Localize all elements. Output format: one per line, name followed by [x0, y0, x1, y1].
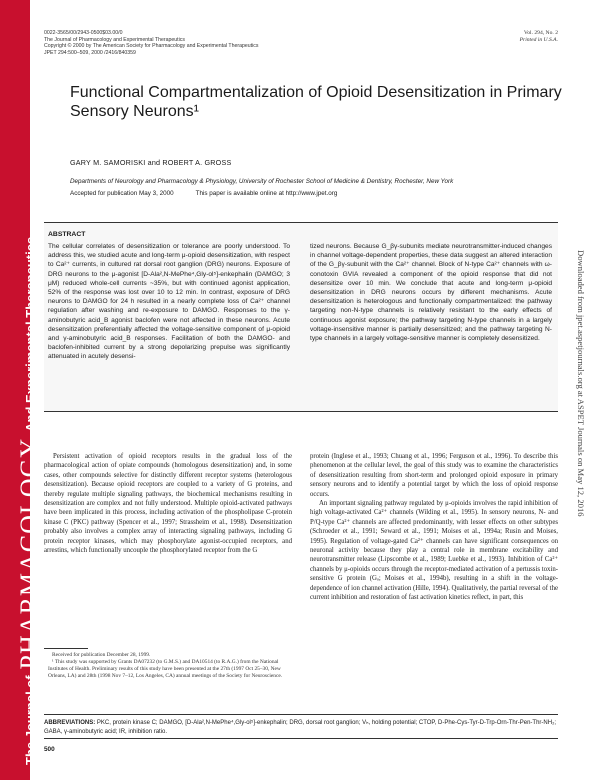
page-number: 500: [44, 746, 55, 753]
printed-info: Printed in U.S.A.: [519, 36, 558, 43]
header-line: The Journal of Pharmacology and Experimental Therapeutics: [44, 36, 185, 43]
header-volume: [520, 30, 558, 43]
body-right-column: [310, 452, 558, 603]
abbreviations: [44, 719, 558, 736]
body-paragraph: Persistent activation of opioid receptors results in the gradual loss of the pharmacological action of opiate compounds (homologous desensitization) and, in some cases, other compounds selective for distinctly different receptor systems (heterologous desensitization). Because opioid receptors are coupled to a variety of G proteins, and thereby regulate multiple signaling pathways, the biochemical mechanisms resulting in desensitization are complex and not fully understood. Multiple opioid-activated pathways have been implicated in this process, including activation of the phospholipase C-protein kinase C (PKC) pathway (Spencer et al., 1997; Strassheim et al., 1998). Desensitization probably also involves a complex array of interacting signaling pathways, including G protein receptor kinases, which may phosphorylate agonist-occupied receptors, and arrestins, which functionally uncouple the phosphorylated receptor from the G: [44, 453, 292, 555]
received-date: Received for publication December 28, 1999.: [52, 652, 151, 658]
header-line: 0022-3565/00/2943-0500$03.00/0: [44, 30, 123, 36]
download-watermark: Downloaded from jpet.aspetjournals.org at ASPET Journals on May 12, 2016: [576, 250, 586, 517]
header-line: JPET 294:500–509, 2000 /2416/840359: [44, 49, 136, 56]
header-metadata: [44, 30, 258, 56]
abbreviations-divider: [44, 714, 558, 715]
abstract-left-column: The cellular correlates of desensitization or tolerance are poorly understood. To address this, we studied acute and long-term μ-opioid desensitization, with respect to Ca²⁺ currents, in cultured rat dorsal root ganglion (DRG) neurons. Exposure of DRG neurons to the μ-agonist [D-Ala²,N-MePhe⁴,Gly-ol⁵]-enkephalin (DAMGO; 3 μM) reduced whole-cell currents ~35%, but with continued agonist application, 52% of the response was lost over 10 to 12 min. In contrast, exposure of DRG neurons to DAMGO for 24 h resulted in a nearly complete loss of Ca²⁺ channel regulation after washing and re-exposure to DAMGO. Responses to the γ-aminobutyric acid_B agonist baclofen were not affected in these neurons. Acute desensitization preferentially affected the voltage-sensitive component of μ-opioid and γ-aminobutyric acid_B responses. Facilitation of both the DAMGO- and baclofen-inhibited current by a strong depolarizing prepulse was significantly attenuated in acutely desensi-: [48, 243, 290, 361]
publication-info: [70, 190, 337, 197]
journal-sidebar: [0, 0, 44, 780]
sidebar-suffix: And Experimental Therapeutics: [22, 236, 38, 432]
abstract-right-column: tized neurons. Because G_βγ-subunits mediate neurotransmitter-induced changes in channel voltage-dependent properties, these data suggest an altered interaction of the G_βγ-subunit with the Ca²⁺ channel. Block of N-type Ca²⁺ channels with ω-conotoxin GVIA revealed a component of the opioid response that did not desensitize over 10 min. We conclude that acute and long-term μ-opioid desensitization in DRG neurons occurs by different mechanisms. Acute desensitization is heterologous and functionally compartmentalized: the pathway targeting non-N-type channels is relatively resistant to the early effects of continuous agonist exposure; the pathway targeting N-type channels in a largely voltage-insensitive manner is partially desensitized; and the pathway targeting N-type channels in a largely voltage-sensitive manner is completely desensitized.: [310, 243, 552, 343]
body-paragraph: An important signaling pathway regulated by μ-opioids involves the rapid inhibition of high voltage-activated Ca²⁺ channels (Wilding et al., 1995). In sensory neurons, N- and P/Q-type Ca²⁺ channels are affected predominantly, with lesser effects on other subtypes (Schroeder et al., 1991; Seward et al., 1991; Moises et al., 1994a; Rusin and Moises, 1995). Regulation of voltage-gated Ca²⁺ channels can have significant consequences on neuronal activity because they play a central role in membrane excitability and neurotransmitter release (Lipscombe et al., 1989; Luebke et al., 1993). Inhibition of Ca²⁺ channels by μ-opioids occurs through the receptor-mediated activation of a pertussis toxin-sensitive G protein (Gₒ; Moises et al., 1994b), resulting in a shift in the voltage-dependence of ion channel activation (Hille, 1994). Qualitatively, the partial reversal of the current inhibition and restoration of fast activation kinetics reflect, in part, this: [310, 500, 558, 602]
footnote-divider: [44, 648, 88, 649]
accepted-date: Accepted for publication May 3, 2000: [70, 190, 174, 197]
abbreviations-divider-bottom: [44, 738, 558, 739]
header-line: Copyright © 2000 by The American Society for Pharmacology and Experimental Therapeutics: [44, 43, 259, 50]
footnotes: [48, 652, 288, 680]
funding-footnote: ¹ This study was supported by Grants DA07232 (to G.M.S.) and DA10514 (to R.A.G.) from the National Institutes of Health. Preliminary results of this study have been presented at the 27th (1997 Oct 25–30, New Orleans, LA) and 28th (1998 Nov 7–12, Los Angeles, CA) annual meetings of the Society for Neuroscience.: [48, 659, 283, 679]
abstract-heading: ABSTRACT: [48, 231, 86, 238]
article-affiliation: Departments of Neurology and Pharmacology & Physiology, University of Rochester School of Medicine & Dentistry, Rochester, New York: [70, 178, 454, 185]
sidebar-journal-name: [15, 5, 45, 765]
abstract-section: [44, 222, 558, 412]
abbreviations-text: PKC, protein kinase C; DAMGO, [D-Ala²,N-MePhe⁴,Gly-ol⁵]-enkephalin; DRG, dorsal root ganglion; Vₕ, holding potential; CTOP, D-Phe-Cys-Tyr-D-Trp-Orn-Thr-Pen-Thr-NH₂; GABA, γ-aminobutyric acid; IR, inhibition ratio.: [44, 720, 557, 735]
volume-info: Vol. 294, No. 2: [523, 30, 558, 36]
article-authors: GARY M. SAMORISKI and ROBERT A. GROSS: [70, 158, 232, 167]
sidebar-journal: PHARMACOLOGY: [15, 437, 44, 670]
sidebar-prefix: The Journal of: [22, 675, 38, 765]
article-title: Functional Compartmentalization of Opioid Desensitization in Primary Sensory Neurons¹: [70, 84, 562, 120]
body-left-column: [44, 452, 292, 555]
online-availability: This paper is available online at http://www.jpet.org: [195, 190, 338, 197]
abbreviations-label: ABBREVIATIONS:: [44, 720, 96, 726]
body-paragraph: protein (Inglese et al., 1993; Chuang et al., 1996; Ferguson et al., 1996). To describe this phenomenon at the cellular level, the goal of this study was to examine the characteristics of desensitization resulting from short-term and prolonged opioid exposure in primary sensory neurons and to identify a potential target by which the loss of opioid response occurs.: [310, 453, 558, 498]
